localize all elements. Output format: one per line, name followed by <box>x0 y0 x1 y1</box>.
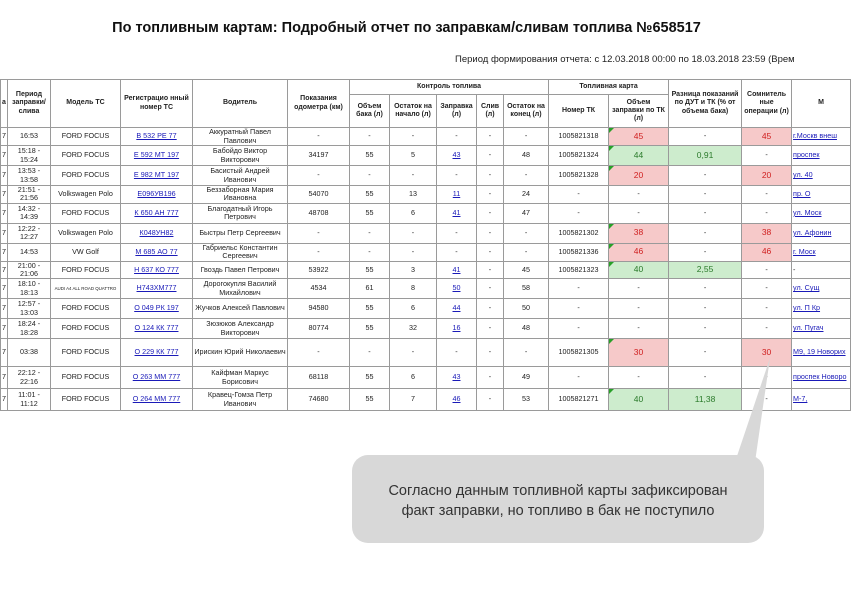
col-header-location: М <box>792 80 851 128</box>
cell-period: 12:22 - 12:27 <box>8 223 51 243</box>
col-header-fuel-card: Топливная карта <box>549 80 669 95</box>
cell-diff: - <box>669 339 742 367</box>
cell-card: - <box>549 299 609 319</box>
cell-diff: - <box>669 203 742 223</box>
cell-vol: 40 <box>609 261 669 279</box>
cell-c0: 7 <box>1 146 8 166</box>
col-header-start: Остаток на начало (л) <box>390 95 437 128</box>
cell-c0: 7 <box>1 186 8 204</box>
cell-tank: 55 <box>350 203 390 223</box>
cell-card: - <box>549 319 609 339</box>
cell-model: FORD FOCUS <box>51 166 121 186</box>
plate-link[interactable]: О 229 КК 777 <box>134 347 179 357</box>
cell-model: FORD FOCUS <box>51 146 121 166</box>
cell-refuel: - <box>437 128 477 146</box>
cell-drain: - <box>477 279 504 299</box>
cell-vol: 38 <box>609 223 669 243</box>
cell-susp: - <box>742 319 792 339</box>
cell-tank: 55 <box>350 367 390 389</box>
cell-model: FORD FOCUS <box>51 319 121 339</box>
cell-model: VW Golf <box>51 243 121 261</box>
cell-susp: - <box>742 279 792 299</box>
cell-driver: Дорогокупля Василий Михайлович <box>193 279 288 299</box>
cell-vol: 44 <box>609 146 669 166</box>
cell-diff: - <box>669 223 742 243</box>
plate-link[interactable]: О 124 КК 777 <box>134 323 179 333</box>
cell-drain: - <box>477 367 504 389</box>
refuel-link[interactable]: 16 <box>452 323 461 333</box>
cell-vol: 45 <box>609 128 669 146</box>
col-header-fuel-control: Контроль топлива <box>350 80 549 95</box>
location-link[interactable]: ул. Афонин <box>793 227 832 237</box>
cell-tank: 55 <box>350 186 390 204</box>
cell-driver: Беззаборная Мария Ивановна <box>193 186 288 204</box>
plate-link[interactable]: Е096УВ196 <box>137 189 176 199</box>
cell-card: 1005821318 <box>549 128 609 146</box>
cell-start: 13 <box>390 186 437 204</box>
cell-loc: - <box>792 261 851 279</box>
cell-drain: - <box>477 166 504 186</box>
location-link[interactable]: ул. Моск <box>793 207 822 217</box>
col-header-card-vol: Объем заправки по ТК (л) <box>609 95 669 128</box>
cell-vol: - <box>609 186 669 204</box>
plate-link[interactable]: К 650 АН 777 <box>134 207 179 217</box>
cell-card: - <box>549 279 609 299</box>
cell-c0: 7 <box>1 261 8 279</box>
cell-c0: 7 <box>1 128 8 146</box>
cell-card: 1005821328 <box>549 166 609 186</box>
report-period: Период формирования отчета: с 12.03.2018 00:00 по 18.03.2018 23:59 (Врем <box>455 54 795 65</box>
cell-c0: 7 <box>1 389 8 411</box>
refuel-link[interactable]: 43 <box>452 372 461 382</box>
refuel-link[interactable]: 44 <box>452 303 461 313</box>
cell-end: - <box>504 339 549 367</box>
location-link[interactable]: ул. Пугач <box>793 323 824 333</box>
cell-driver: Кайфман Маркус Борисович <box>193 367 288 389</box>
col-header-diff: Разница показаний по ДУТ и ТК (% от объема бака) <box>669 80 742 128</box>
cell-driver: Кравец-Гомза Петр Иванович <box>193 389 288 411</box>
cell-diff: - <box>669 319 742 339</box>
cell-c0: 7 <box>1 319 8 339</box>
cell-card: 1005821305 <box>549 339 609 367</box>
cell-diff: 2,55 <box>669 261 742 279</box>
cell-period: 18:24 - 18:28 <box>8 319 51 339</box>
location-link[interactable]: г. Моск <box>793 246 816 256</box>
cell-diff: - <box>669 186 742 204</box>
cell-diff: - <box>669 279 742 299</box>
refuel-link[interactable]: 43 <box>452 150 461 160</box>
cell-refuel: - <box>437 223 477 243</box>
location-link[interactable]: ул. П Кр <box>793 303 821 313</box>
col-header-odometer: Показания одометра (км) <box>288 80 350 128</box>
cell-model: AUDI A4 ALL ROAD QUATTRO <box>51 279 121 299</box>
cell-start: 6 <box>390 299 437 319</box>
refuel-link[interactable]: 46 <box>452 394 461 404</box>
col-header-c0: а <box>1 80 8 128</box>
cell-tank: - <box>350 166 390 186</box>
cell-end: 49 <box>504 367 549 389</box>
cell-drain: - <box>477 128 504 146</box>
cell-end: 50 <box>504 299 549 319</box>
plate-link[interactable]: К048УН82 <box>139 227 174 237</box>
cell-card: - <box>549 186 609 204</box>
col-header-reg: Регистрацио нный номер ТС <box>121 80 193 128</box>
cell-model: FORD FOCUS <box>51 367 121 389</box>
cell-c0: 7 <box>1 299 8 319</box>
cell-odo: 48708 <box>288 203 350 223</box>
cell-tank: - <box>350 243 390 261</box>
cell-period: 03:38 <box>8 339 51 367</box>
callout-line-2: факт заправки, но топливо в бак не поступило <box>401 503 715 519</box>
cell-end: 53 <box>504 389 549 411</box>
cell-drain: - <box>477 223 504 243</box>
cell-end: - <box>504 128 549 146</box>
cell-card: 1005821302 <box>549 223 609 243</box>
cell-vol: - <box>609 279 669 299</box>
cell-odo: - <box>288 166 350 186</box>
cell-tank: 61 <box>350 279 390 299</box>
plate-link[interactable]: О 264 ММ 777 <box>132 394 181 404</box>
cell-susp: - <box>742 203 792 223</box>
cell-tank: 55 <box>350 319 390 339</box>
cell-driver: Габриельс Константин Сергеевич <box>193 243 288 261</box>
cell-model: FORD FOCUS <box>51 299 121 319</box>
cell-drain: - <box>477 146 504 166</box>
cell-drain: - <box>477 243 504 261</box>
cell-susp: 38 <box>742 223 792 243</box>
cell-period: 12:57 - 13:03 <box>8 299 51 319</box>
cell-tank: 55 <box>350 146 390 166</box>
cell-model: FORD FOCUS <box>51 389 121 411</box>
cell-end: 48 <box>504 146 549 166</box>
cell-driver: Благодатный Игорь Петрович <box>193 203 288 223</box>
cell-drain: - <box>477 299 504 319</box>
cell-model: FORD FOCUS <box>51 339 121 367</box>
cell-susp: 20 <box>742 166 792 186</box>
cell-period: 18:10 - 18:13 <box>8 279 51 299</box>
cell-start: - <box>390 223 437 243</box>
cell-end: - <box>504 223 549 243</box>
refuel-link[interactable]: 50 <box>452 283 461 293</box>
plate-link[interactable]: М 685 АО 77 <box>135 246 178 256</box>
plate-link[interactable]: О 263 ММ 777 <box>132 372 181 382</box>
cell-c0: 7 <box>1 279 8 299</box>
cell-tank: 55 <box>350 299 390 319</box>
cell-tank: - <box>350 223 390 243</box>
cell-vol: - <box>609 203 669 223</box>
cell-odo: 80774 <box>288 319 350 339</box>
refuel-link[interactable]: 41 <box>452 264 461 274</box>
cell-start: 3 <box>390 261 437 279</box>
cell-odo: - <box>288 243 350 261</box>
cell-driver: Ирискин Юрий Николаевич <box>193 339 288 367</box>
cell-start: 7 <box>390 389 437 411</box>
cell-susp: - <box>742 299 792 319</box>
cell-drain: - <box>477 319 504 339</box>
cell-drain: - <box>477 339 504 367</box>
col-header-card-no: Номер ТК <box>549 95 609 128</box>
cell-odo: - <box>288 128 350 146</box>
cell-vol: - <box>609 367 669 389</box>
col-header-model: Модель ТС <box>51 80 121 128</box>
cell-driver: Зюзюков Александр Викторович <box>193 319 288 339</box>
cell-card: - <box>549 203 609 223</box>
col-header-driver: Водитель <box>193 80 288 128</box>
cell-end: 48 <box>504 319 549 339</box>
cell-driver: Жучков Алексей Павлович <box>193 299 288 319</box>
col-header-end: Остаток на конец (л) <box>504 95 549 128</box>
cell-period: 21:00 - 21:06 <box>8 261 51 279</box>
refuel-link[interactable]: 41 <box>452 207 461 217</box>
cell-driver: Бабойдо Виктор Викторович <box>193 146 288 166</box>
cell-odo: 74680 <box>288 389 350 411</box>
cell-odo: 34197 <box>288 146 350 166</box>
cell-drain: - <box>477 186 504 204</box>
cell-period: 16:53 <box>8 128 51 146</box>
cell-tank: - <box>350 339 390 367</box>
cell-start: 5 <box>390 146 437 166</box>
cell-tank: 55 <box>350 389 390 411</box>
cell-susp: 30 <box>742 339 792 367</box>
cell-diff: 11,38 <box>669 389 742 411</box>
cell-end: - <box>504 243 549 261</box>
cell-susp: - <box>742 389 792 411</box>
cell-end: 45 <box>504 261 549 279</box>
cell-c0: 7 <box>1 203 8 223</box>
col-header-refuel: Заправка (л) <box>437 95 477 128</box>
cell-period: 22:12 - 22:16 <box>8 367 51 389</box>
plate-link[interactable]: В 532 РЕ 77 <box>136 131 177 141</box>
cell-odo: 54070 <box>288 186 350 204</box>
cell-card: 1005821323 <box>549 261 609 279</box>
refuel-link[interactable]: 11 <box>452 189 461 199</box>
cell-c0: 7 <box>1 243 8 261</box>
location-link[interactable]: проспек <box>793 150 820 160</box>
cell-model: FORD FOCUS <box>51 128 121 146</box>
cell-diff: - <box>669 243 742 261</box>
cell-odo: - <box>288 339 350 367</box>
cell-model: Volkswagen Polo <box>51 223 121 243</box>
cell-driver: Быстры Петр Сергеевич <box>193 223 288 243</box>
cell-odo: 4534 <box>288 279 350 299</box>
cell-tank: - <box>350 128 390 146</box>
cell-model: FORD FOCUS <box>51 261 121 279</box>
cell-drain: - <box>477 389 504 411</box>
cell-model: FORD FOCUS <box>51 203 121 223</box>
location-link[interactable]: ул. Сущ <box>793 283 820 293</box>
location-link[interactable]: пр. О <box>793 189 811 199</box>
cell-start: 6 <box>390 367 437 389</box>
cell-start: - <box>390 128 437 146</box>
cell-driver: Аккуратный Павел Павлович <box>193 128 288 146</box>
cell-card: - <box>549 367 609 389</box>
cell-susp: - <box>742 261 792 279</box>
cell-card: 1005821271 <box>549 389 609 411</box>
cell-drain: - <box>477 261 504 279</box>
cell-refuel: - <box>437 166 477 186</box>
cell-end: 24 <box>504 186 549 204</box>
cell-period: 11:01 - 11:12 <box>8 389 51 411</box>
cell-end: - <box>504 166 549 186</box>
cell-susp: - <box>742 146 792 166</box>
cell-odo: 94580 <box>288 299 350 319</box>
callout-line-1: Согласно данным топливной карты зафиксирован <box>388 483 728 499</box>
cell-diff: - <box>669 367 742 389</box>
cell-vol: 40 <box>609 389 669 411</box>
cell-period: 14:32 - 14:39 <box>8 203 51 223</box>
cell-end: 58 <box>504 279 549 299</box>
plate-link[interactable]: Н743ХМ777 <box>136 283 177 293</box>
location-link[interactable]: М-7, <box>793 394 808 404</box>
cell-drain: - <box>477 203 504 223</box>
cell-odo: - <box>288 223 350 243</box>
cell-start: 8 <box>390 279 437 299</box>
cell-susp: 46 <box>742 243 792 261</box>
cell-vol: - <box>609 319 669 339</box>
cell-c0: 7 <box>1 166 8 186</box>
plate-link[interactable]: Е 982 МТ 197 <box>133 170 180 180</box>
cell-diff: - <box>669 128 742 146</box>
col-header-tank: Объем бака (л) <box>350 95 390 128</box>
cell-diff: 0,91 <box>669 146 742 166</box>
cell-start: - <box>390 166 437 186</box>
cell-vol: 30 <box>609 339 669 367</box>
col-header-drain: Слив (л) <box>477 95 504 128</box>
cell-odo: 68118 <box>288 367 350 389</box>
cell-start: 6 <box>390 203 437 223</box>
callout-box <box>352 455 764 543</box>
cell-period: 14:53 <box>8 243 51 261</box>
cell-start: 32 <box>390 319 437 339</box>
location-link[interactable]: проспек Новоро <box>793 372 847 382</box>
report-title: По топливным картам: Подробный отчет по заправкам/сливам топлива №658517 <box>112 20 701 36</box>
plate-link[interactable]: Н 637 КО 777 <box>134 264 179 274</box>
cell-start: - <box>390 243 437 261</box>
cell-vol: 20 <box>609 166 669 186</box>
location-link[interactable]: г.Москв внеш <box>793 131 837 141</box>
location-link[interactable]: М9, 19 Новорих <box>793 347 846 357</box>
col-header-period: Период заправки/ слива <box>8 80 51 128</box>
cell-refuel: - <box>437 339 477 367</box>
cell-odo: 53922 <box>288 261 350 279</box>
cell-driver: Гвоздь Павел Петрович <box>193 261 288 279</box>
cell-period: 15:18 - 15:24 <box>8 146 51 166</box>
cell-susp: 45 <box>742 128 792 146</box>
cell-card: 1005821336 <box>549 243 609 261</box>
plate-link[interactable]: О 049 РК 197 <box>134 303 179 313</box>
cell-period: 13:53 - 13:58 <box>8 166 51 186</box>
col-header-suspicious: Сомнитель ные операции (л) <box>742 80 792 128</box>
cell-vol: 46 <box>609 243 669 261</box>
cell-c0: 7 <box>1 339 8 367</box>
cell-susp: - <box>742 186 792 204</box>
cell-diff: - <box>669 166 742 186</box>
cell-model: Volkswagen Polo <box>51 186 121 204</box>
cell-c0: 7 <box>1 223 8 243</box>
cell-vol: - <box>609 299 669 319</box>
cell-driver: Басистый Андрей Иванович <box>193 166 288 186</box>
cell-c0: 7 <box>1 367 8 389</box>
cell-end: 47 <box>504 203 549 223</box>
cell-start: - <box>390 339 437 367</box>
location-link[interactable]: ул. 40 <box>793 170 813 180</box>
cell-refuel: - <box>437 243 477 261</box>
cell-card: 1005821324 <box>549 146 609 166</box>
cell-tank: 55 <box>350 261 390 279</box>
plate-link[interactable]: Е 592 МТ 197 <box>133 150 180 160</box>
cell-diff: - <box>669 299 742 319</box>
cell-period: 21:51 - 21:56 <box>8 186 51 204</box>
